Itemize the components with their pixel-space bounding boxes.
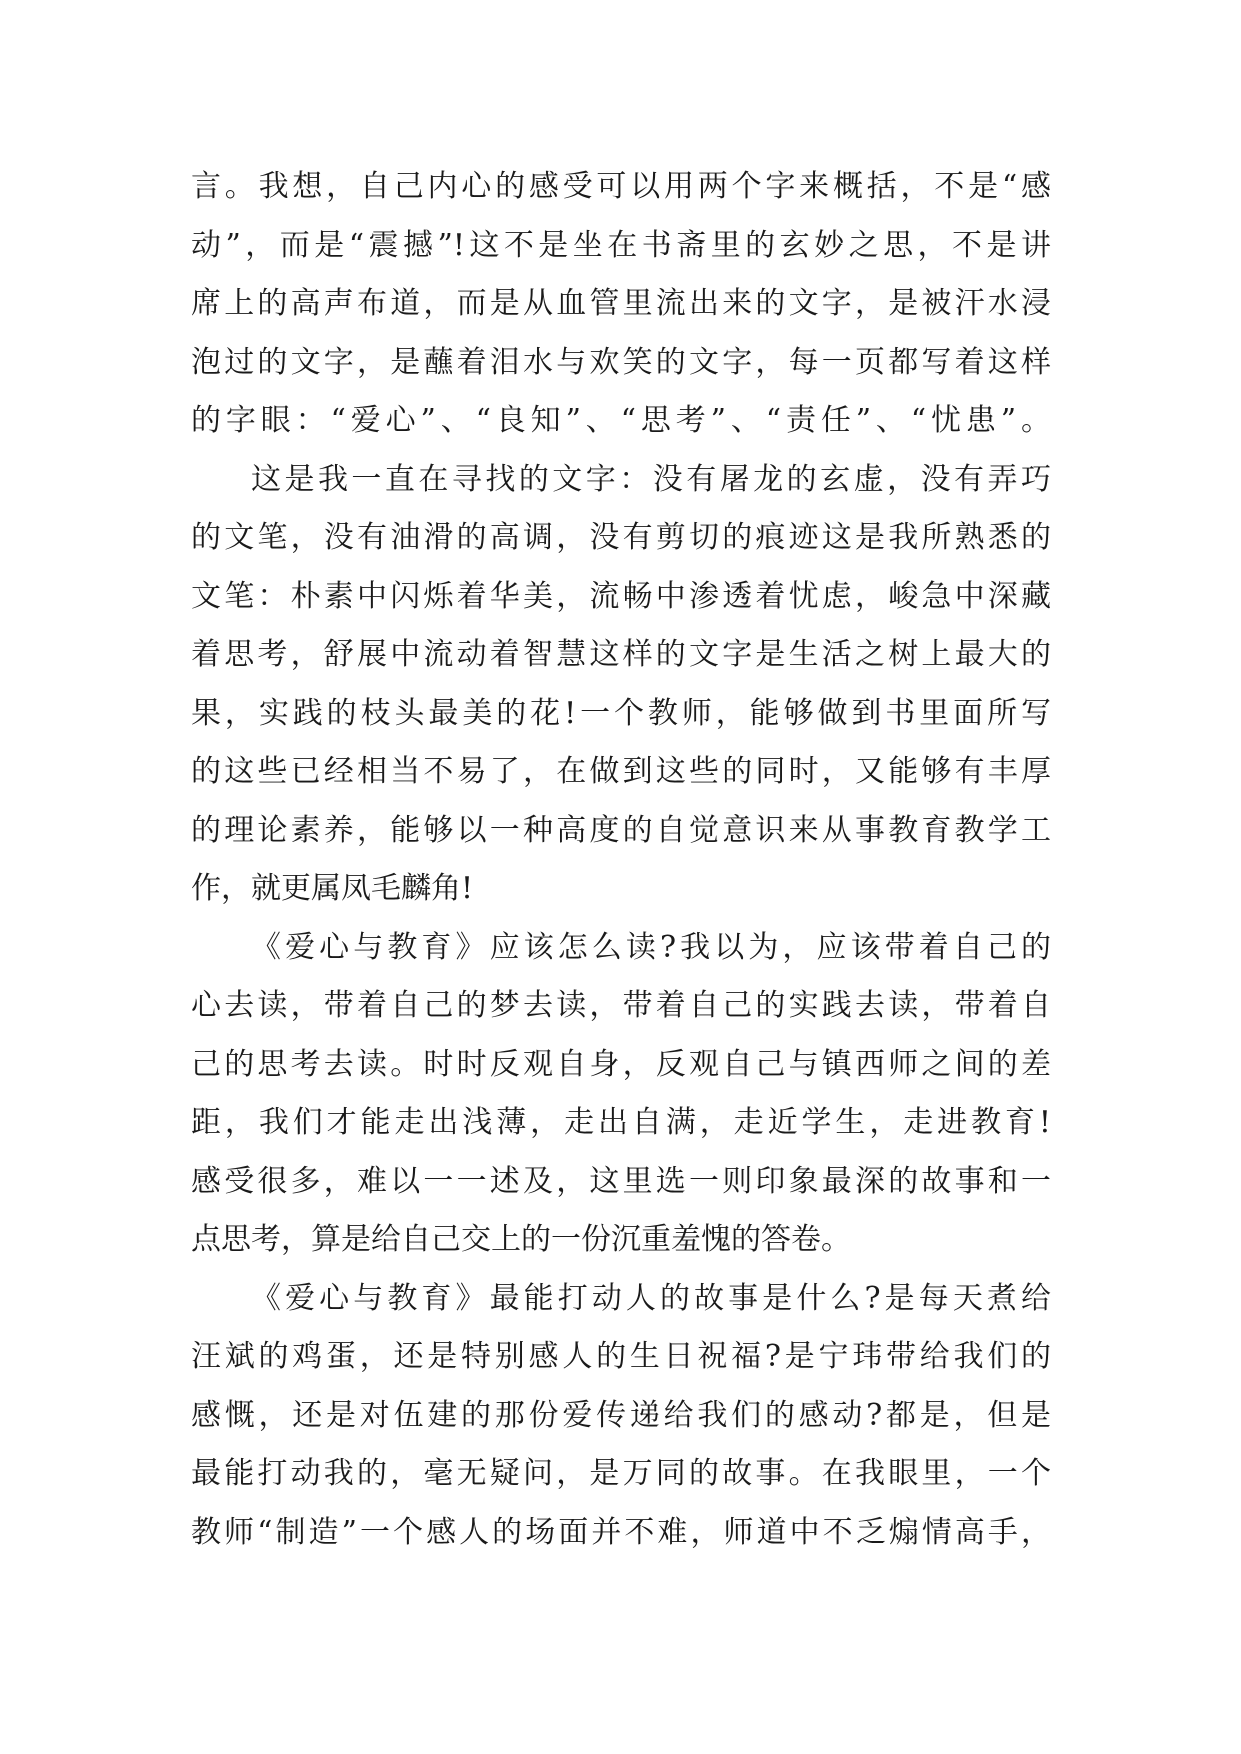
text-line: 教师“制造”一个感人的场面并不难，师道中不乏煽情高手， (191, 1514, 1051, 1550)
text-line: 泡过的文字，是蘸着泪水与欢笑的文字，每一页都写着这样 (191, 344, 1051, 380)
paragraph-last-line: 作，就更属凤毛麟角! (191, 871, 474, 906)
text-line: 距，我们才能走出浅薄，走出自满，走近学生，走进教育! (191, 1105, 1051, 1140)
paragraph-first-line: 《爱心与教育》应该怎么读?我以为，应该带着自己的 (251, 929, 1051, 965)
text-line: 的文笔，没有油滑的高调，没有剪切的痕迹这是我所熟悉的 (191, 520, 1051, 555)
text-line: 文笔：朴素中闪烁着华美，流畅中渗透着忧虑，峻急中深藏 (191, 578, 1051, 614)
text-line: 心去读，带着自己的梦去读，带着自己的实践去读，带着自 (191, 988, 1051, 1023)
document-body (191, 158, 1051, 1562)
text-line: 言。我想，自己内心的感受可以用两个字来概括，不是“感 (191, 169, 1051, 204)
text-line: 汪斌的鸡蛋，还是特别感人的生日祝福?是宁玮带给我们的 (191, 1339, 1051, 1374)
text-line: 果，实践的枝头最美的花!一个教师，能够做到书里面所写 (191, 695, 1051, 731)
text-line: 感受很多，难以一一述及，这里选一则印象最深的故事和一 (191, 1163, 1051, 1199)
text-line: 最能打动我的，毫无疑问，是万同的故事。在我眼里，一个 (191, 1456, 1051, 1491)
paragraph-first-line: 这是我一直在寻找的文字：没有屠龙的玄虚，没有弄巧 (251, 461, 1051, 497)
text-line: 的理论素养，能够以一种高度的自觉意识来从事教育教学工 (191, 812, 1051, 848)
text-line: 着思考，舒展中流动着智慧这样的文字是生活之树上最大的 (191, 637, 1051, 672)
paragraph-first-line: 《爱心与教育》最能打动人的故事是什么?是每天煮给 (251, 1280, 1051, 1316)
text-line: 的字眼：“爱心”、“良知”、“思考”、“责任”、“忧患”。 (191, 403, 1051, 438)
text-line: 己的思考去读。时时反观自身，反观自己与镇西师之间的差 (191, 1046, 1051, 1082)
text-line: 席上的高声布道，而是从血管里流出来的文字，是被汗水浸 (191, 286, 1051, 321)
text-line: 的这些已经相当不易了，在做到这些的同时，又能够有丰厚 (191, 754, 1051, 789)
paragraph-last-line: 点思考，算是给自己交上的一份沉重羞愧的答卷。 (191, 1222, 851, 1257)
text-line: 感慨，还是对伍建的那份爱传递给我们的感动?都是，但是 (191, 1397, 1051, 1433)
text-line: 动”，而是“震撼”!这不是坐在书斋里的玄妙之思，不是讲 (191, 227, 1051, 263)
